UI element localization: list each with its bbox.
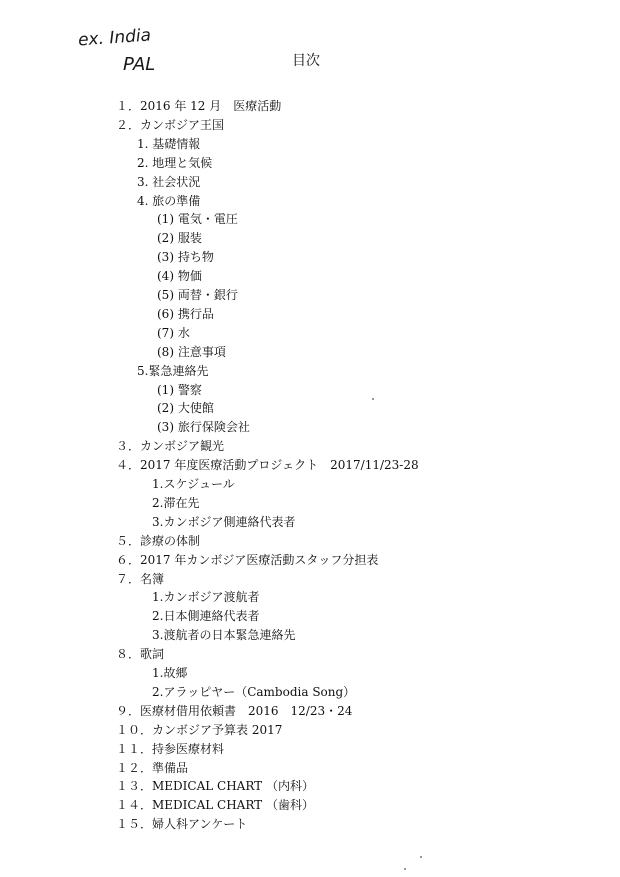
toc-item: １３．MEDICAL CHART （内科）	[116, 779, 314, 794]
toc-item: 1. 基礎情報	[137, 136, 201, 151]
toc-item: ２．カンボジア王国	[116, 117, 225, 132]
toc-item: ９．医療材借用依頼書 2016 12/23・24	[116, 703, 353, 718]
toc-item: １２．準備品	[116, 760, 189, 775]
toc-item: 5.緊急連絡先	[137, 363, 209, 378]
scan-speck	[404, 868, 406, 870]
toc-item: 1.カンボジア渡航者	[152, 590, 260, 605]
toc-item: (2) 大使館	[157, 401, 214, 416]
toc-item: １．2016 年 12 月 医療活動	[116, 99, 282, 113]
toc-item: (6) 携行品	[157, 306, 214, 321]
scan-speck	[420, 856, 422, 858]
toc-item: 2.アラッピヤー（Cambodia Song）	[152, 684, 356, 699]
toc-item: 3.カンボジア側連絡代表者	[152, 514, 296, 529]
toc-item: １０．カンボジア予算表 2017	[116, 722, 283, 737]
scan-speck	[372, 398, 374, 400]
toc-item: ７．名簿	[116, 571, 165, 586]
toc-item: 2.滞在先	[152, 495, 200, 510]
page-title: 目次	[292, 53, 320, 69]
handwritten-note-line1: ex. India	[77, 25, 152, 51]
toc-item: 3. 社会状況	[137, 174, 201, 189]
toc-item: (3) 持ち物	[157, 250, 214, 265]
toc-item: １５．婦人科アンケート	[116, 817, 248, 832]
toc-item: ８．歌詞	[116, 647, 165, 662]
toc-item: 4. 旅の準備	[137, 193, 201, 208]
toc-item: (7) 水	[157, 325, 190, 340]
toc-item: １４．MEDICAL CHART （歯科）	[116, 798, 314, 813]
toc-item: 1.故郷	[152, 666, 188, 680]
handwritten-note-line2: PAL	[123, 54, 156, 75]
toc-item: (8) 注意事項	[157, 344, 226, 359]
toc-item: ６．2017 年カンボジア医療活動スタッフ分担表	[116, 552, 379, 567]
toc-item: (2) 服装	[157, 231, 202, 246]
toc-item: 2. 地理と気候	[137, 155, 213, 170]
toc-item: (5) 両替・銀行	[157, 288, 238, 302]
toc-item: (4) 物価	[157, 269, 202, 284]
toc-item: ５．診療の体制	[116, 533, 201, 548]
toc-item: ４．2017 年度医療活動プロジェクト 2017/11/23-28	[116, 458, 419, 473]
toc-item: 1.スケジュール	[152, 477, 235, 491]
toc-item: (1) 警察	[157, 382, 202, 397]
toc-item: (3) 旅行保険会社	[157, 420, 250, 435]
toc-item: ３．カンボジア観光	[116, 439, 225, 454]
toc-item: １１．持参医療材料	[116, 741, 225, 756]
toc-item: 2.日本側連絡代表者	[152, 609, 260, 624]
toc-item: 3.渡航者の日本緊急連絡先	[152, 628, 296, 643]
toc-item: (1) 電気・電圧	[157, 212, 238, 227]
